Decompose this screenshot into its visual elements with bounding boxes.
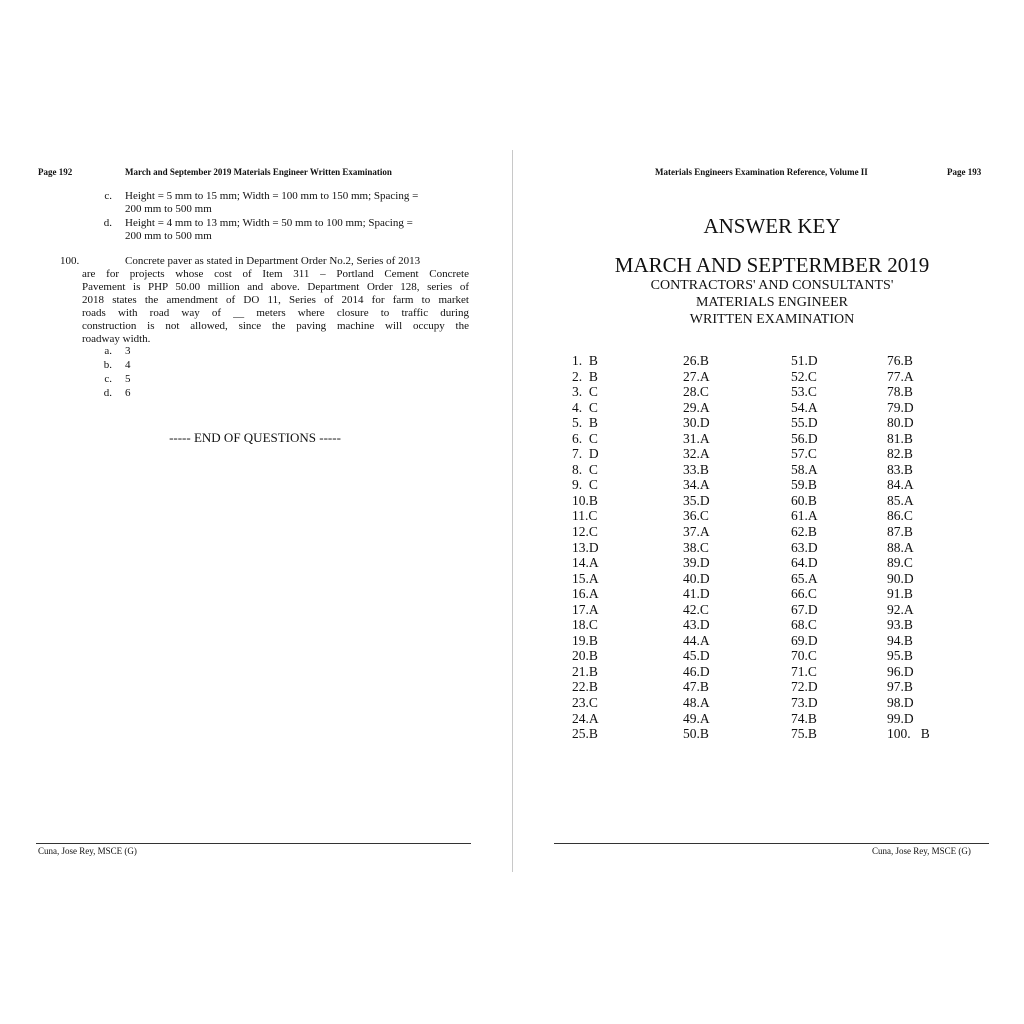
left-running-title: March and September 2019 Materials Engineer Written Examination xyxy=(125,167,392,177)
answer-item: 19.B xyxy=(572,632,598,648)
answer-item: 56.D xyxy=(791,430,818,446)
answer-item: 4. C xyxy=(572,399,598,415)
answer-item: 62.B xyxy=(791,524,817,540)
page-divider xyxy=(512,150,513,872)
answer-item: 69.D xyxy=(791,632,818,648)
answer-item: 51.D xyxy=(791,353,818,368)
answer-item: 92.A xyxy=(887,601,914,617)
question-line: roads with road way of __ meters where closure to traffic during xyxy=(82,307,469,319)
question-line: roadway width. xyxy=(82,333,151,345)
answer-column-4 xyxy=(887,353,930,742)
answer-item: 1. B xyxy=(572,353,598,368)
question-body xyxy=(82,268,469,346)
answer-item: 77.A xyxy=(887,368,914,384)
answer-column-3 xyxy=(791,353,818,742)
answer-item: 91.B xyxy=(887,586,913,602)
answer-item: 6. C xyxy=(572,430,598,446)
end-of-questions: ----- END OF QUESTIONS ----- xyxy=(169,430,341,445)
answer-item: 14.A xyxy=(572,555,599,571)
answer-item: 99.D xyxy=(887,710,914,726)
option-letter: c. xyxy=(104,190,112,202)
answer-item: 87.B xyxy=(887,524,913,540)
answer-item: 31.A xyxy=(683,430,710,446)
answer-item: 3. C xyxy=(572,384,598,400)
answer-item: 66.C xyxy=(791,586,817,602)
answer-item: 45.D xyxy=(683,648,710,664)
answer-item: 49.A xyxy=(683,710,710,726)
option-text-line1: Height = 5 mm to 15 mm; Width = 100 mm to 150 mm; Spacing = xyxy=(125,190,419,202)
answer-item: 65.A xyxy=(791,570,818,586)
question-line: are for projects whose cost of Item 311 – Portland Cement Concrete xyxy=(82,268,469,280)
answer-item: 37.A xyxy=(683,524,710,540)
option-letter: a. xyxy=(104,345,112,357)
option-text: 6 xyxy=(125,387,131,399)
answer-item: 5. B xyxy=(572,415,598,431)
answer-key-title: ANSWER KEY xyxy=(703,214,841,238)
answer-item: 2. B xyxy=(572,368,598,384)
answer-item: 35.D xyxy=(683,492,710,508)
answer-item: 33.B xyxy=(683,461,709,477)
sub-line: WRITTEN EXAMINATION xyxy=(689,312,855,327)
sub-line: CONTRACTORS' AND CONSULTANTS' xyxy=(650,278,894,293)
answer-item: 78.B xyxy=(887,384,913,400)
answer-key-subtitle: MARCH AND SEPTERMBER 2019 xyxy=(614,253,930,277)
answer-item: 38.C xyxy=(683,539,709,555)
answer-item: 42.C xyxy=(683,601,709,617)
question-first-line: Concrete paver as stated in Department Order No.2, Series of 2013 xyxy=(125,255,421,267)
answer-item: 97.B xyxy=(887,679,913,695)
answer-item: 98.D xyxy=(887,695,914,711)
answer-column-1 xyxy=(572,353,599,742)
answer-item: 67.D xyxy=(791,601,818,617)
answer-item: 23.C xyxy=(572,695,598,711)
answer-column-2 xyxy=(683,353,710,742)
option-text: 4 xyxy=(125,359,131,371)
answer-item: 74.B xyxy=(791,710,817,726)
answer-item: 63.D xyxy=(791,539,818,555)
option-letter: d. xyxy=(103,217,112,229)
answer-item: 84.A xyxy=(887,477,914,493)
answer-item: 46.D xyxy=(683,663,710,679)
answer-item: 90.D xyxy=(887,570,914,586)
answer-item: 15.A xyxy=(572,570,599,586)
answer-item: 9. C xyxy=(572,477,598,493)
option-letter: c. xyxy=(104,373,112,385)
answer-item: 71.C xyxy=(791,663,817,679)
answer-item: 72.D xyxy=(791,679,818,695)
option-text-line2: 200 mm to 500 mm xyxy=(125,230,212,242)
answer-item: 48.A xyxy=(683,695,710,711)
option-letter: b. xyxy=(103,359,112,371)
answer-item: 96.D xyxy=(887,663,914,679)
option-letter: d. xyxy=(103,387,112,399)
answer-item: 85.A xyxy=(887,492,914,508)
answer-item: 94.B xyxy=(887,632,913,648)
answer-item: 75.B xyxy=(791,726,817,742)
answer-item: 64.D xyxy=(791,555,818,571)
answer-item: 39.D xyxy=(683,555,710,571)
answer-item: 95.B xyxy=(887,648,913,664)
option-text: 3 xyxy=(125,345,131,357)
answer-item: 100. B xyxy=(887,726,930,742)
answer-item: 76.B xyxy=(887,353,913,368)
answer-item: 12.C xyxy=(572,524,598,540)
answer-item: 43.D xyxy=(683,617,710,633)
answer-item: 11.C xyxy=(572,508,598,524)
footer-rule xyxy=(554,843,989,844)
answer-item: 59.B xyxy=(791,477,817,493)
question-line: Pavement is PHP 50.00 million and above. Department Order 128, series of xyxy=(82,281,469,293)
option-text-line1: Height = 4 mm to 13 mm; Width = 50 mm to 100 mm; Spacing = xyxy=(125,217,413,229)
left-page-number: Page 192 xyxy=(38,167,73,177)
answer-item: 22.B xyxy=(572,679,598,695)
answer-item: 58.A xyxy=(791,461,818,477)
answer-item: 81.B xyxy=(887,430,913,446)
answer-item: 61.A xyxy=(791,508,818,524)
answer-item: 53.C xyxy=(791,384,817,400)
footer-rule xyxy=(36,843,471,844)
answer-item: 18.C xyxy=(572,617,598,633)
answer-item: 82.B xyxy=(887,446,913,462)
answer-item: 8. C xyxy=(572,461,598,477)
answer-item: 79.D xyxy=(887,399,914,415)
answer-item: 34.A xyxy=(683,477,710,493)
answer-item: 54.A xyxy=(791,399,818,415)
answer-item: 80.D xyxy=(887,415,914,431)
answer-item: 60.B xyxy=(791,492,817,508)
answer-item: 16.A xyxy=(572,586,599,602)
answer-item: 27.A xyxy=(683,368,710,384)
answer-item: 70.C xyxy=(791,648,817,664)
answer-item: 29.A xyxy=(683,399,710,415)
right-footer: Cuna, Jose Rey, MSCE (G) xyxy=(872,846,971,856)
answer-item: 86.C xyxy=(887,508,913,524)
answer-item: 89.C xyxy=(887,555,913,571)
left-footer: Cuna, Jose Rey, MSCE (G) xyxy=(38,846,137,856)
answer-item: 41.D xyxy=(683,586,710,602)
answer-item: 40.D xyxy=(683,570,710,586)
sub-line: MATERIALS ENGINEER xyxy=(695,295,849,310)
question-line: 2018 states the amendment of DO 11, Series of 2014 for farm to market xyxy=(82,294,469,306)
right-page-number: Page 193 xyxy=(947,167,982,177)
right-running-title: Materials Engineers Examination Reference, Volume II xyxy=(655,167,868,177)
answer-item: 55.D xyxy=(791,415,818,431)
answer-item: 93.B xyxy=(887,617,913,633)
answer-item: 7. D xyxy=(572,446,599,462)
answer-item: 36.C xyxy=(683,508,709,524)
answer-item: 52.C xyxy=(791,368,817,384)
answer-item: 24.A xyxy=(572,710,599,726)
answer-item: 17.A xyxy=(572,601,599,617)
answer-item: 30.D xyxy=(683,415,710,431)
answer-item: 32.A xyxy=(683,446,710,462)
answer-item: 68.C xyxy=(791,617,817,633)
answer-item: 47.B xyxy=(683,679,709,695)
answer-item: 83.B xyxy=(887,461,913,477)
answer-item: 10.B xyxy=(572,492,598,508)
answer-item: 25.B xyxy=(572,726,598,742)
answer-item: 73.D xyxy=(791,695,818,711)
question-number: 100. xyxy=(60,255,80,267)
answer-item: 28.C xyxy=(683,384,709,400)
option-text: 5 xyxy=(125,373,131,385)
question-line: construction is not allowed, since the paving machine will occupy the xyxy=(82,320,469,332)
answer-item: 88.A xyxy=(887,539,914,555)
answer-item: 21.B xyxy=(572,663,598,679)
option-text-line2: 200 mm to 500 mm xyxy=(125,203,212,215)
answer-item: 50.B xyxy=(683,726,709,742)
answer-item: 13.D xyxy=(572,539,599,555)
answer-item: 26.B xyxy=(683,353,709,368)
answer-item: 57.C xyxy=(791,446,817,462)
answer-item: 20.B xyxy=(572,648,598,664)
answer-key-sub-lines xyxy=(557,277,987,328)
answer-item: 44.A xyxy=(683,632,710,648)
